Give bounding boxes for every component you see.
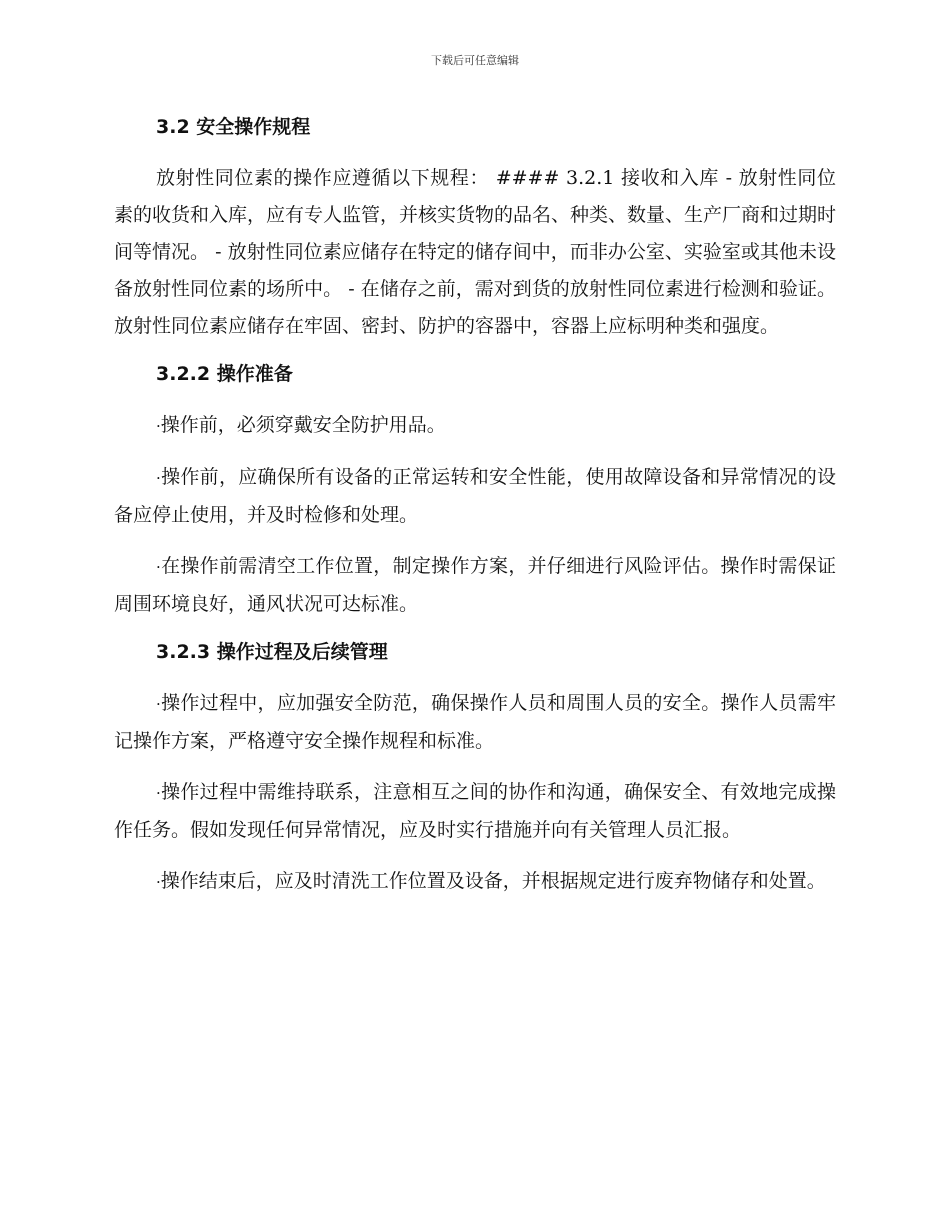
- bullet-icon: ·: [156, 417, 161, 435]
- bullet-icon: ·: [156, 873, 161, 891]
- list-item-text: 操作结束后，应及时清洗工作位置及设备，并根据规定进行废弃物储存和处置。: [160, 870, 826, 892]
- list-item: [114, 459, 836, 534]
- list-item: [114, 548, 836, 623]
- bullet-icon: ·: [156, 695, 161, 713]
- section-3-2-intro-paragraph: 放射性同位素的操作应遵循以下规程： #### 3.2.1 接收和入库 - 放射性同位素的收货和入库，应有专人监管，并核实货物的品名、种类、数量、生产厂商和过期时间等情况。 - 放射性同位素应储存在特定的储存间中，而非办公室、实验室或其他未设备放射性同位素的场所中。 - 在储存之前，需对到货的放射性同位素进行检测和验证。放射性同位素应储存在牢固、密封、防护的容器中，容器上应标明种类和强度。: [114, 167, 837, 337]
- list-item: [114, 407, 836, 445]
- list-item-text: 在操作前需清空工作位置，制定操作方案，并仔细进行风险评估。操作时需保证周围环境良好，通风状况可达标准。: [114, 555, 836, 615]
- list-item: [114, 863, 836, 901]
- list-item: [114, 685, 836, 760]
- section-heading-3-2: 3.2 安全操作规程: [156, 116, 311, 138]
- bullet-icon: ·: [156, 469, 161, 487]
- list-item-text: 操作过程中，应加强安全防范，确保操作人员和周围人员的安全。操作人员需牢记操作方案，严格遵守安全操作规程和标准。: [114, 692, 836, 752]
- list-item-text: 操作前，应确保所有设备的正常运转和安全性能，使用故障设备和异常情况的设备应停止使用，并及时检修和处理。: [114, 466, 836, 526]
- list-item: [114, 774, 836, 849]
- list-item-text: 操作前，必须穿戴安全防护用品。: [160, 414, 446, 436]
- bullet-icon: ·: [156, 784, 161, 802]
- section-heading-3-2-3: 3.2.3 操作过程及后续管理: [156, 641, 388, 663]
- bullet-icon: ·: [156, 558, 161, 576]
- page-header: 下载后可任意编辑: [431, 54, 519, 67]
- list-item-text: 操作过程中需维持联系，注意相互之间的协作和沟通，确保安全、有效地完成操作任务。假如发现任何异常情况，应及时实行措施并向有关管理人员汇报。: [114, 781, 836, 841]
- section-heading-3-2-2: 3.2.2 操作准备: [156, 363, 293, 385]
- document-body: [114, 110, 836, 901]
